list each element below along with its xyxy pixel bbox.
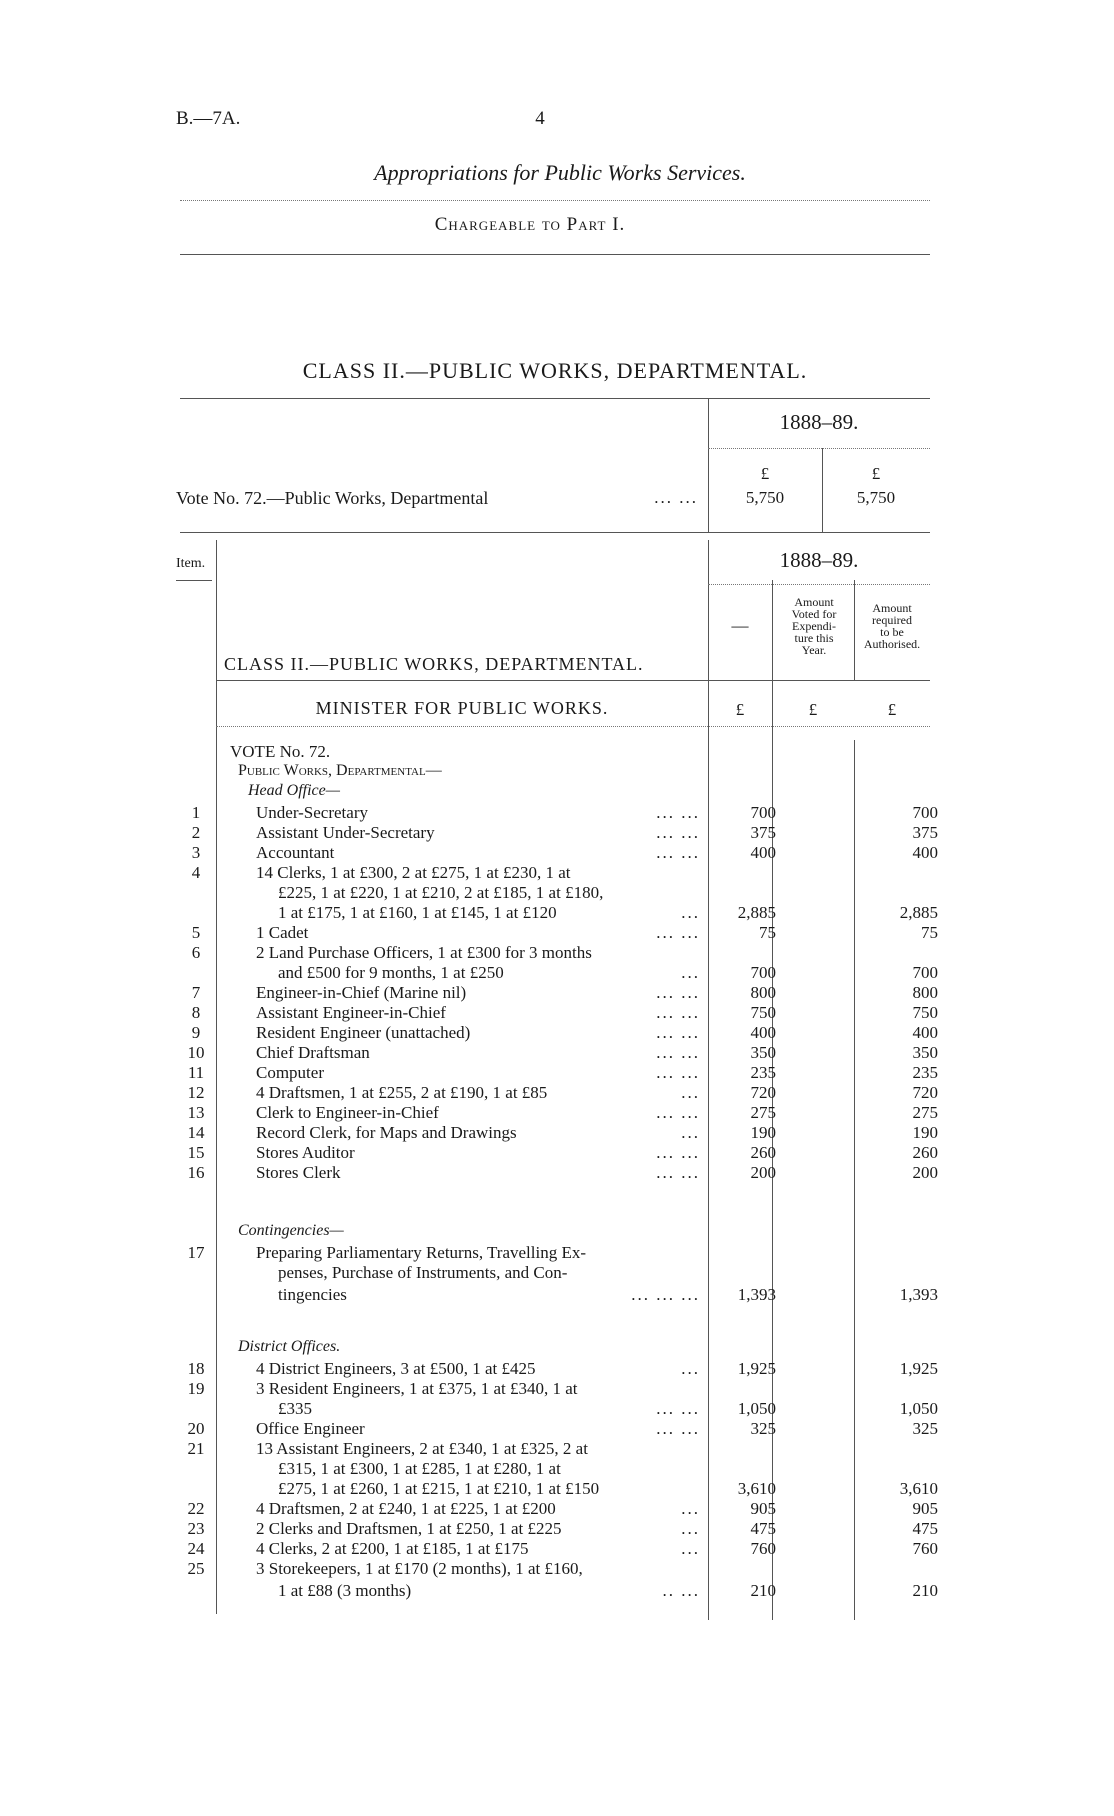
table-row: 6 2 Land Purchase Officers, 1 at £300 for 3 months — [191, 943, 592, 962]
section-heading: Contingencies— — [238, 1222, 344, 1239]
class-heading: CLASS II.—PUBLIC WORKS, DEPARTMENTAL. — [302, 358, 808, 383]
table-row-continuation: penses, Purchase of Instruments, and Con- — [278, 1263, 568, 1282]
currency-label: £ — [887, 700, 897, 719]
currency-label: £ — [760, 464, 770, 483]
divider — [180, 200, 930, 201]
table-row: 9 Resident Engineer (unattached) ... ... 400 400 — [191, 1023, 938, 1042]
summary-value: 5,750 — [856, 488, 896, 507]
table-row: 20 Office Engineer ... ... 325 325 — [187, 1419, 938, 1438]
table-row: 13 Clerk to Engineer-in-Chief ... ... 275 275 — [187, 1103, 938, 1122]
table-row-continuation: £315, 1 at £300, 1 at £285, 1 at £280, 1 at — [278, 1459, 561, 1478]
divider — [180, 254, 930, 255]
table-row-continuation: 1 at £88 (3 months) .. ... 210 210 — [278, 1581, 938, 1600]
table-row: 15 Stores Auditor ... ... 260 260 — [187, 1143, 938, 1162]
page-number: 4 — [535, 108, 545, 129]
table-row-continuation: 1 at £175, 1 at £160, 1 at £145, 1 at £120 ... 2,885 2,885 — [278, 903, 938, 922]
section-heading: District Offices. — [238, 1338, 341, 1355]
divider — [180, 398, 930, 399]
divider — [216, 726, 930, 727]
table-row: 24 4 Clerks, 2 at £200, 1 at £185, 1 at £175 ... 760 760 — [187, 1539, 938, 1558]
vote-label: Vote No. 72.—Public Works, Departmental — [176, 488, 489, 508]
table-row: 18 4 District Engineers, 3 at £500, 1 at £425 ... 1,925 1,925 — [187, 1359, 938, 1378]
currency-label: £ — [735, 700, 745, 719]
detail-year: 1888–89. — [779, 548, 859, 572]
detail-class-label: CLASS II.—PUBLIC WORKS, DEPARTMENTAL. — [224, 654, 644, 674]
table-row: 7 Engineer-in-Chief (Marine nil) ... ... 800 800 — [191, 983, 938, 1002]
item-column-label: Item. — [176, 556, 206, 571]
table-row-continuation: and £500 for 9 months, 1 at £250 ... 700 700 — [278, 963, 938, 982]
table-row: 8 Assistant Engineer-in-Chief ... ... 750 750 — [191, 1003, 938, 1022]
table-row: 10 Chief Draftsman ... ... 350 350 — [187, 1043, 938, 1062]
table-row: 14 Record Clerk, for Maps and Drawings ... 190 190 — [187, 1123, 938, 1142]
table-row: 19 3 Resident Engineers, 1 at £375, 1 at £340, 1 at — [187, 1379, 578, 1398]
table-row: 5 1 Cadet ... ... 75 75 — [191, 923, 938, 942]
table-row: 22 4 Draftsmen, 2 at £240, 1 at £225, 1 at £200 ... 905 905 — [187, 1499, 938, 1518]
table-row-continuation: £335 ... ... 1,050 1,050 — [278, 1399, 938, 1418]
minister-heading: MINISTER FOR PUBLIC WORKS. — [315, 698, 609, 718]
table-row: 16 Stores Clerk ... ... 200 200 — [187, 1163, 938, 1182]
divider — [708, 584, 930, 585]
table-row: 17 Preparing Parliamentary Returns, Travelling Ex- — [187, 1243, 587, 1262]
divider — [708, 448, 930, 449]
divider — [176, 580, 212, 581]
column-header-voted: Amount Voted for Expendi- ture this Year. — [791, 595, 837, 657]
section-heading: Head Office— — [248, 782, 340, 799]
leader-dots: ... ... — [654, 488, 698, 507]
vote-title: Public Works, Departmental— — [238, 762, 442, 779]
column-header-required: Amount required to be Authorised. — [863, 601, 921, 651]
currency-label: £ — [871, 464, 881, 483]
table-row: 1 Under-Secretary ... ... 700 700 — [191, 803, 938, 822]
summary-year: 1888–89. — [779, 410, 859, 434]
table-row-continuation: tingencies ... ... ... 1,393 1,393 — [278, 1285, 938, 1304]
table-row: 2 Assistant Under-Secretary ... ... 375 375 — [191, 823, 938, 842]
divider — [216, 680, 930, 681]
vote-number: VOTE No. 72. — [230, 742, 331, 761]
table-row: 3 Accountant ... ... 400 400 — [191, 843, 938, 862]
page-title: Appropriations for Public Works Services. — [374, 160, 746, 185]
table-row-continuation: £225, 1 at £220, 1 at £210, 2 at £185, 1 at £180, — [278, 883, 604, 902]
table-row: 12 4 Draftsmen, 1 at £255, 2 at £190, 1 at £85 ... 720 720 — [187, 1083, 938, 1102]
summary-value: 5,750 — [745, 488, 785, 507]
currency-label: £ — [808, 700, 818, 719]
table-row: 11 Computer ... ... 235 235 — [187, 1063, 938, 1082]
divider — [180, 532, 930, 533]
table-row: 4 14 Clerks, 1 at £300, 2 at £275, 1 at £230, 1 at — [191, 863, 571, 882]
table-row: 21 13 Assistant Engineers, 2 at £340, 1 at £325, 2 at — [187, 1439, 588, 1458]
table-row: 25 3 Storekeepers, 1 at £170 (2 months), 1 at £160, — [187, 1559, 583, 1578]
table-row-continuation: £275, 1 at £260, 1 at £215, 1 at £210, 1 at £150 3,610 3,610 — [278, 1479, 938, 1498]
document-reference: B.—7A. — [176, 108, 241, 129]
column-dash: — — [731, 616, 749, 635]
table-row: 23 2 Clerks and Draftsmen, 1 at £250, 1 at £225 ... 475 475 — [187, 1519, 938, 1538]
page-subtitle: Chargeable to Part I. — [434, 214, 626, 235]
